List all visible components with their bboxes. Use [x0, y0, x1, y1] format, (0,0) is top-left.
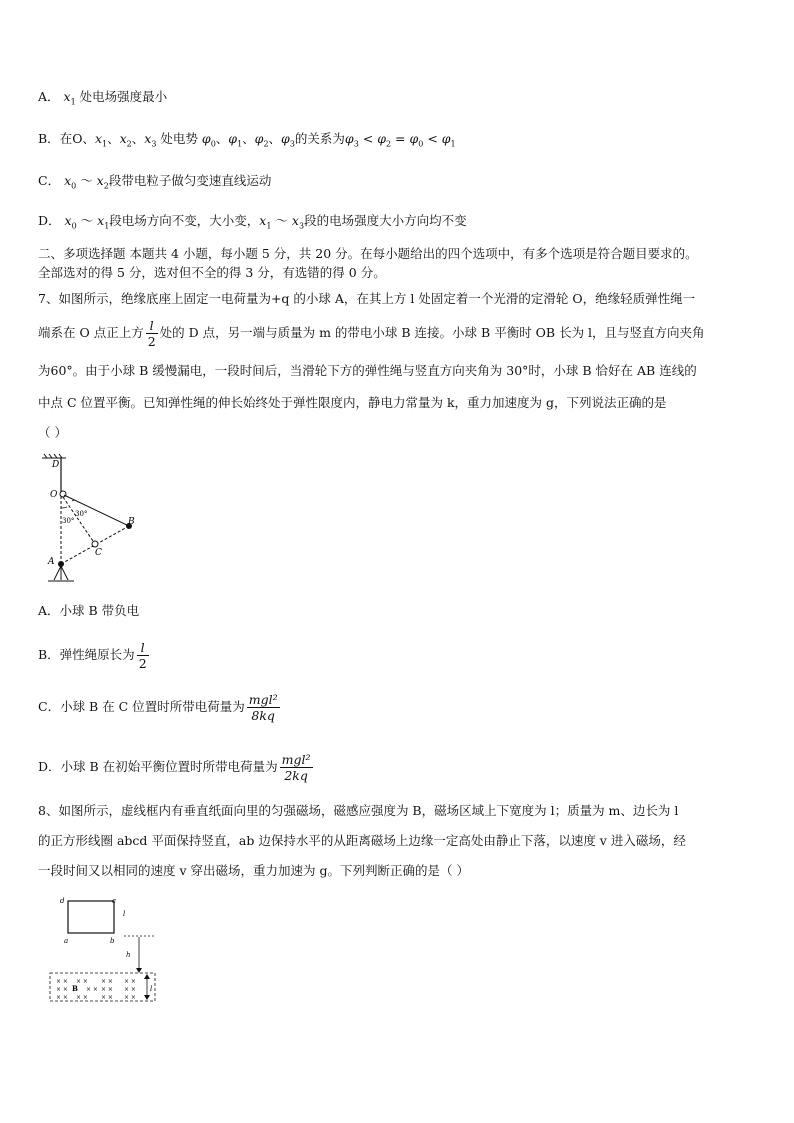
label-a: a	[64, 937, 69, 945]
label-h: h	[126, 951, 131, 959]
q7-line1: 7、如图所示，绝缘底座上固定一电荷量为+q 的小球 A，在其上方 l 处固定着一个光滑的定滑轮 O，绝缘轻质弹性绳一	[38, 291, 696, 306]
svg-text:× ×: × ×	[76, 994, 88, 1001]
svg-text:× ×: × ×	[76, 978, 88, 985]
q7-option-c-text: C．小球 B 在 C 位置时所带电荷量为	[38, 699, 245, 714]
insulating-stand	[48, 566, 74, 581]
svg-text:× ×: × ×	[124, 978, 136, 985]
q7-option-d-text: D．小球 B 在初始平衡位置时所带电荷量为	[38, 759, 278, 774]
coil-abcd	[68, 901, 114, 933]
q6-option-b	[38, 130, 456, 154]
svg-text:× ×: × ×	[124, 994, 136, 1001]
q7-line2b: 处的 D 点，另一端与质量为 m 的带电小球 B 连接。小球 B 平衡时 OB 长为 l，且与竖直方向夹角	[159, 325, 705, 340]
label-field-width: l	[150, 985, 153, 993]
q7-answer-paren: （ ）	[38, 425, 67, 440]
q6-option-d-text1: 段电场方向不变，大小变，	[109, 213, 260, 228]
q7-option-c	[38, 692, 282, 723]
q6-option-d-label: D．	[38, 213, 61, 228]
q6-option-d	[38, 212, 467, 236]
angle-arc-1	[61, 507, 67, 508]
q6-option-d-text2: 段的电场强度大小方向均不变	[304, 213, 467, 228]
q8-line1: 8、如图所示，虚线框内有垂直纸面向里的匀强磁场，磁感应强度为 B，磁场区域上下宽度为 l；质量为 m、边长为 l	[38, 803, 679, 818]
q6-option-b-text3: 的关系为	[294, 131, 345, 146]
q6-option-a	[38, 88, 167, 112]
label-c: c	[112, 897, 116, 905]
label-field-b: B	[72, 984, 78, 993]
q7-line2a: 端系在 O 点正上方	[38, 325, 144, 340]
q8-line3: 一段时间又以相同的速度 v 穿出磁场，重力加速为 g。下列判断正确的是（ ）	[38, 863, 469, 878]
label-angle-1: 30°	[75, 510, 88, 518]
fraction-c	[247, 692, 280, 723]
fraction-l-over-2	[146, 318, 158, 349]
svg-text:× ×: × ×	[101, 994, 113, 1001]
angle-arc-2	[72, 500, 75, 501]
label-c: C	[95, 548, 102, 558]
q6-option-a-label: A．	[38, 89, 60, 104]
label-d: D	[52, 460, 60, 470]
svg-text:× ×: × ×	[101, 986, 113, 993]
q6-option-b-text1: 在O、	[59, 131, 95, 146]
label-b: B	[128, 517, 135, 527]
q6-option-c-text: 段带电粒子做匀变速直线运动	[108, 173, 272, 188]
arrowhead-l-top	[144, 974, 150, 979]
q6-option-b-text2: 处电势	[160, 131, 198, 146]
label-b: b	[110, 937, 115, 945]
svg-text:× ×: × ×	[56, 978, 68, 985]
svg-text:× ×: × ×	[56, 986, 68, 993]
svg-text:× ×: × ×	[101, 978, 113, 985]
math-potentials: $\varphi_0$、$\varphi_1$、$\varphi_2$、$\varphi_3$	[201, 131, 295, 149]
arrowhead-h	[136, 968, 142, 973]
q6-option-a-text: 处电场强度最小	[79, 89, 168, 104]
fraction-num: l	[146, 318, 158, 334]
point-c	[92, 541, 98, 547]
q8-line2: 的正方形线圈 abcd 平面保持竖直，ab 边保持水平的从距离磁场上边缘一定高处由静止下落，以速度 v 进入磁场，经	[38, 833, 686, 848]
fraction-d-num: mgl²	[281, 752, 311, 767]
fraction-b-den: 2	[138, 656, 147, 671]
fraction-b	[137, 640, 149, 671]
label-angle-2: 30°	[62, 517, 75, 525]
q6-option-c-label: C．	[38, 173, 61, 188]
q7-line3: 为60°。由于小球 B 缓慢漏电，一段时间后，当滑轮下方的弹性绳与竖直方向夹角为 30°时，小球 B 恰好在 AB 连线的	[38, 363, 697, 378]
label-d: d	[60, 897, 65, 905]
math-x1-x3: $x_1$ ～ $x_3$	[259, 213, 305, 231]
q6-option-c	[38, 172, 271, 196]
fraction-c-num: mgl²	[248, 692, 278, 707]
ceiling-hatch	[42, 454, 66, 458]
q7-line4: 中点 C 位置平衡。已知弹性绳的伸长始终处于弹性限度内，静电力常量为 k，重力加速度为 g，下列说法正确的是	[38, 395, 667, 410]
math-relation: $\varphi_3 < \varphi_2 = \varphi_0 < \varphi_1$	[344, 131, 456, 149]
svg-text:× ×: × ×	[56, 994, 68, 1001]
section2-line2: 全部选对的得 5 分，选对但不全的得 3 分，有选错的得 0 分。	[38, 265, 386, 280]
arrowhead-l-bottom	[144, 995, 150, 1000]
svg-text:× ×: × ×	[124, 986, 136, 993]
math-x0-x2: $x_0$ ～ $x_2$	[64, 173, 109, 191]
fraction-d-den: 2kq	[284, 768, 308, 783]
q8-figure	[46, 893, 166, 1005]
q7-option-d	[38, 752, 315, 783]
fraction-d	[280, 752, 313, 783]
svg-text:× ×: × ×	[86, 986, 98, 993]
q7-option-b-text: B．弹性绳原长为	[38, 647, 135, 662]
fraction-b-num: l	[137, 640, 149, 656]
q6-option-b-label: B．	[38, 131, 60, 146]
q7-figure	[36, 452, 156, 592]
fraction-den: 2	[147, 334, 156, 349]
q7-line2	[38, 318, 705, 349]
label-a: A	[48, 557, 55, 567]
label-o: O	[50, 490, 58, 500]
math-x1: $x_1$	[63, 89, 76, 107]
q7-option-a: A．小球 B 带负电	[38, 603, 140, 618]
field-crosses	[56, 978, 136, 1001]
math-x0-x1: $x_0$ ～ $x_1$	[64, 213, 110, 231]
fraction-c-den: 8kq	[251, 708, 275, 723]
math-points: $x_1$、$x_2$、$x_3$	[94, 131, 157, 149]
section2-line1: 二、多项选择题 本题共 4 小题，每小题 5 分，共 20 分。在每小题给出的四个选项中，有多个选项是符合题目要求的。	[38, 246, 698, 261]
label-coil-side: l	[123, 910, 126, 918]
pulley-o	[60, 491, 66, 497]
q7-option-b	[38, 640, 151, 671]
